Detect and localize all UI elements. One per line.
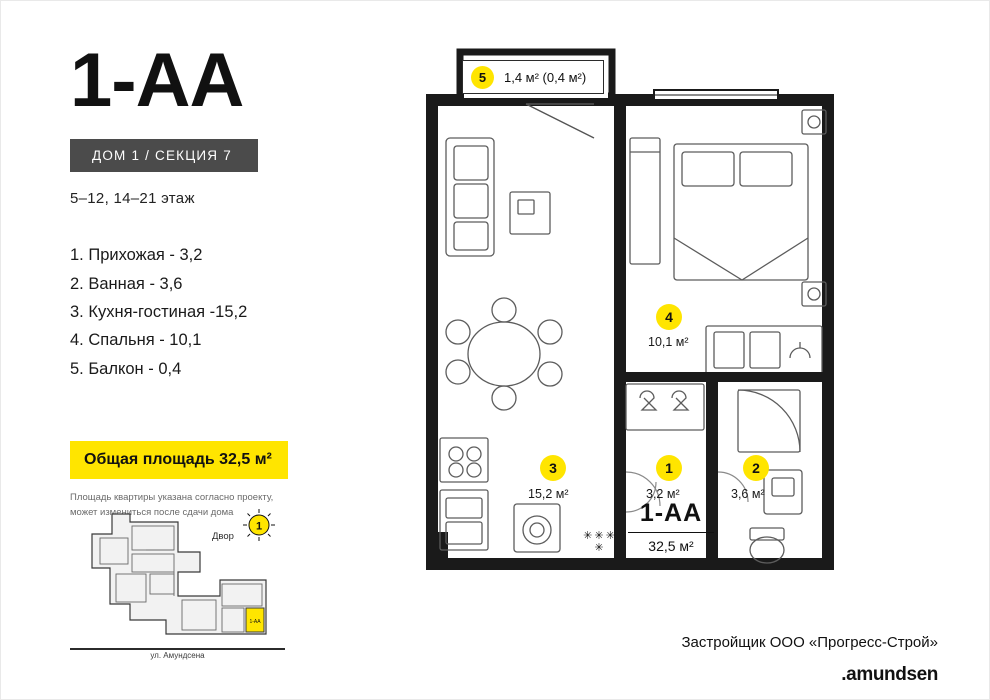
building-key-plan [70,508,285,663]
floors-label: 5–12, 14–21 этаж [70,190,195,208]
stamp-rule [628,532,714,534]
room-area-4: 10,1 м² [648,335,689,349]
plan-stamp [616,500,726,554]
room-badge-1: 1 [656,455,682,481]
street-rule [70,648,285,650]
list-item: 2. Ванная - 3,6 [70,274,183,293]
room-badge-5: 5 [471,66,494,89]
balcony-callout [462,60,604,94]
room-list [70,241,370,383]
room-area-5: 1,4 м² (0,4 м²) [504,69,587,85]
info-panel [70,38,370,521]
list-item: 1. Прихожая - 3,2 [70,246,203,265]
yard-label: Двор [212,531,234,542]
list-item: 5. Балкон - 0,4 [70,359,182,378]
svg-text:1-АА: 1-АА [249,619,261,625]
room-area-1: 3,2 м² [646,487,680,501]
compass-icon [242,508,276,542]
stamp-area: 32,5 м² [648,538,694,554]
total-area-badge: Общая площадь 32,5 м² [70,441,288,479]
room-badge-4: 4 [656,304,682,330]
area-disclaimer: Площадь квартиры указана согласно проекту, может измениться после сдачи дома [70,492,274,518]
stars-decoration: ✳✳✳ ✳ [583,530,617,554]
room-badge-3: 3 [540,455,566,481]
house-section-badge: ДОМ 1 / СЕКЦИЯ 7 [70,139,258,172]
stamp-code: 1-АА [639,499,703,527]
svg-text:1: 1 [255,520,263,533]
room-area-2: 3,6 м² [731,487,765,501]
list-item: 4. Спальня - 10,1 [70,331,202,350]
room-badge-2: 2 [743,455,769,481]
street-label: ул. Амундсена [150,651,205,660]
brand-logo: .amundsen [841,664,938,685]
list-item: 3. Кухня-гостиная -15,2 [70,302,248,321]
page-title: 1-АА [70,38,244,123]
room-area-3: 15,2 м² [528,487,569,501]
developer-label: Застройщик ООО «Прогресс-Строй» [681,634,938,651]
